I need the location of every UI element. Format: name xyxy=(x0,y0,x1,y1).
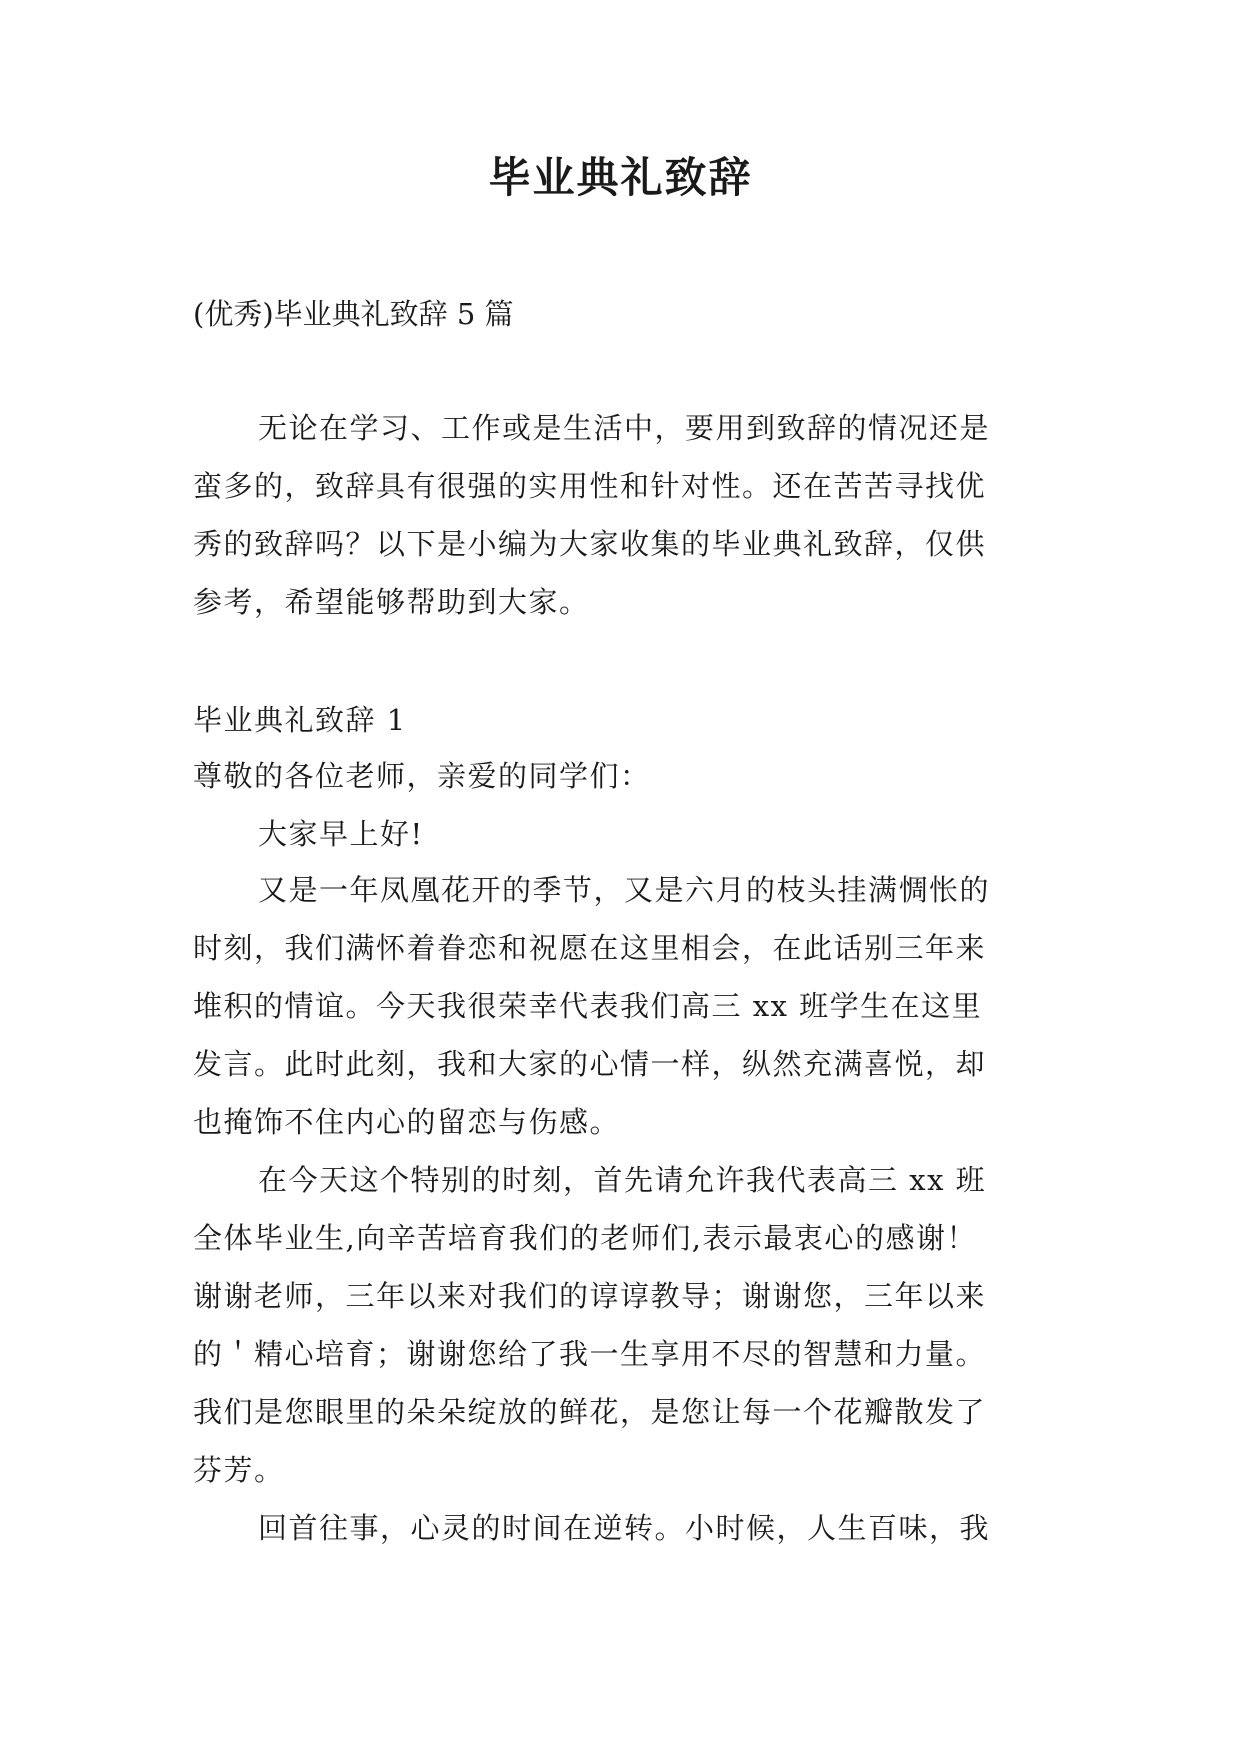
body-line: 参考，希望能够帮助到大家。 xyxy=(193,585,590,619)
document-subtitle: (优秀)毕业典礼致辞 5 篇 xyxy=(193,297,514,331)
body-line: 无论在学习、工作或是生活中，要用到致辞的情况还是 xyxy=(258,411,991,445)
body-line: 在今天这个特别的时刻，首先请允许我代表高三 xx 班 xyxy=(258,1163,987,1197)
body-line: 蛮多的，致辞具有很强的实用性和针对性。还在苦苦寻找优 xyxy=(193,469,987,503)
body-line: 堆积的情谊。今天我很荣幸代表我们高三 xx 班学生在这里 xyxy=(193,989,983,1023)
body-line: 谢谢老师，三年以来对我们的谆谆教导；谢谢您，三年以来 xyxy=(193,1279,987,1313)
section-heading: 毕业典礼致辞 1 xyxy=(193,703,407,737)
body-line: 芬芳。 xyxy=(193,1453,285,1487)
body-line: 的＇精心培育；谢谢您给了我一生享用不尽的智慧和力量。 xyxy=(193,1337,987,1371)
page-title: 毕业典礼致辞 xyxy=(488,153,753,202)
body-line: 又是一年凤凰花开的季节，又是六月的枝头挂满惆怅的 xyxy=(258,873,991,907)
body-line: 也掩饰不住内心的留恋与伤感。 xyxy=(193,1105,621,1139)
body-line: 发言。此时此刻，我和大家的心情一样，纵然充满喜悦，却 xyxy=(193,1047,987,1081)
body-line: 时刻，我们满怀着眷恋和祝愿在这里相会，在此话别三年来 xyxy=(193,931,987,965)
body-line: 我们是您眼里的朵朵绽放的鲜花，是您让每一个花瓣散发了 xyxy=(193,1395,987,1429)
body-line: 全体毕业生,向辛苦培育我们的老师们,表示最衷心的感谢！ xyxy=(193,1221,977,1255)
salutation: 尊敬的各位老师，亲爱的同学们： xyxy=(193,759,651,793)
body-line: 回首往事，心灵的时间在逆转。小时候，人生百味，我 xyxy=(258,1511,991,1545)
greeting: 大家早上好! xyxy=(258,817,424,851)
body-line: 秀的致辞吗？以下是小编为大家收集的毕业典礼致辞，仅供 xyxy=(193,527,987,561)
